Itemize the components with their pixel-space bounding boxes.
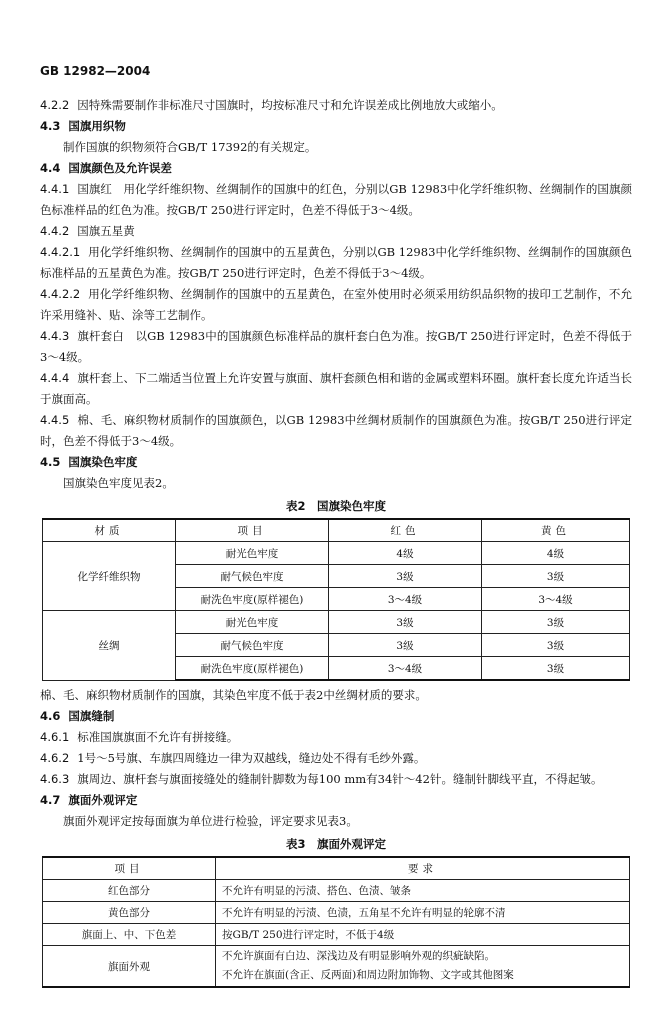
section-heading: 旗面外观评定	[68, 793, 138, 807]
clause-number: 4.4.2	[40, 224, 70, 238]
clause-text: 因特殊需要制作非标准尺寸国旗时，均按标准尺寸和允许误差成比例地放大或缩小。	[77, 98, 503, 112]
clause-4-4-4	[40, 368, 632, 410]
section-4-2-to-4-5	[40, 95, 632, 494]
clause-4-4-5	[40, 410, 632, 452]
table2-header-material: 材质	[43, 519, 176, 542]
clause-text: 旗杆套上、下二端适当位置上允许安置与旗面、旗杆套颜色相和谐的金属或塑料环圈。旗杆套长度允许适当长于旗面高。	[40, 371, 632, 406]
table2-header-red: 红色	[329, 519, 482, 542]
clause-4-6-2	[40, 748, 632, 769]
clause-4-4	[40, 158, 632, 179]
section-heading: 国旗染色牢度	[68, 455, 138, 469]
clause-4-2-2	[40, 95, 632, 116]
section-heading: 国旗缝制	[68, 709, 115, 723]
table2-yellow-cell: 4级	[482, 542, 630, 565]
clause-number: 4.4.2.2	[40, 287, 81, 301]
table-row	[43, 902, 630, 924]
table2-yellow-cell: 3级	[482, 657, 630, 681]
clause-4-7	[40, 790, 632, 811]
clause-text: 用化学纤维织物、丝绸制作的国旗中的五星黄色，分别以GB 12983中化学纤维织物、丝绸制作的国旗颜色标准样品的五星黄色为准。按GB/T 250进行评定时，色差不得低于3～4级。	[40, 245, 632, 280]
clause-number: 4.4.4	[40, 371, 70, 385]
table3-requirement-cell	[216, 946, 630, 988]
clause-text: 国旗染色牢度见表2。	[63, 476, 174, 490]
table-row	[43, 946, 630, 988]
table2-item-cell: 耐光色牢度	[176, 542, 329, 565]
table3-item-cell: 黄色部分	[43, 902, 216, 924]
clause-number: 4.5	[40, 455, 61, 469]
clause-text: 国旗五星黄	[77, 224, 135, 238]
table3-caption: 表3 旗面外观评定	[285, 837, 386, 851]
clause-4-4-2-2	[40, 284, 632, 326]
section-heading: 国旗颜色及允许误差	[68, 161, 172, 175]
table3-header-requirement: 要求	[216, 857, 630, 880]
table2-yellow-cell: 3级	[482, 565, 630, 588]
table2-red-cell: 3级	[329, 611, 482, 634]
table3-requirement-cell: 按GB/T 250进行评定时，不低于4级	[216, 924, 630, 946]
table2-header-row	[43, 519, 630, 542]
table3-item-cell: 红色部分	[43, 880, 216, 902]
clause-number: 4.2.2	[40, 98, 70, 112]
document-body	[40, 95, 632, 988]
table2-caption: 表2 国旗染色牢度	[285, 499, 386, 513]
appearance-table	[42, 856, 630, 988]
section-4-5-to-4-7	[40, 685, 632, 832]
clause-number: 4.6.1	[40, 730, 70, 744]
clause-number: 4.4.1	[40, 182, 70, 196]
table2-yellow-cell: 3级	[482, 611, 630, 634]
clause-text: 旗杆套白 以GB 12983中的国旗颜色标准样品的旗杆套白色为准。按GB/T 250进行评定时，色差不得低于3～4级。	[40, 329, 632, 364]
paragraph	[40, 473, 632, 494]
clause-4-6	[40, 706, 632, 727]
section-heading: 国旗用织物	[68, 119, 126, 133]
clause-number: 4.4.3	[40, 329, 70, 343]
table2-red-cell: 3～4级	[329, 657, 482, 681]
clause-text: 棉、毛、麻织物材质制作的国旗颜色，以GB 12983中丝绸材质制作的国旗颜色为准。按GB/T 250进行评定时，色差不得低于3～4级。	[40, 413, 632, 448]
clause-4-6-3	[40, 769, 632, 790]
table2-yellow-cell: 3～4级	[482, 588, 630, 611]
table2-material-cell: 化学纤维织物	[43, 542, 176, 611]
table-row	[43, 924, 630, 946]
clause-text: 1号～5号旗、车旗四周缝边一律为双越线，缝边处不得有毛纱外露。	[77, 751, 426, 765]
clause-number: 4.6.2	[40, 751, 70, 765]
table-row	[43, 880, 630, 902]
standard-header: GB 12982—2004	[40, 64, 151, 78]
clause-4-4-2-1	[40, 242, 632, 284]
table2-item-cell: 耐光色牢度	[176, 611, 329, 634]
clause-number: 4.4.2.1	[40, 245, 81, 259]
clause-text: 国旗红 用化学纤维织物、丝绸制作的国旗中的红色，分别以GB 12983中化学纤维织物、丝绸制作的国旗颜色标准样品的红色为准。按GB/T 250进行评定时，色差不得低于3～4级。	[40, 182, 632, 217]
clause-number: 4.7	[40, 793, 61, 807]
paragraph	[40, 685, 632, 706]
clause-number: 4.6.3	[40, 772, 70, 786]
clause-number: 4.6	[40, 709, 61, 723]
table2-red-cell: 3级	[329, 565, 482, 588]
table3-item-cell: 旗面外观	[43, 946, 216, 988]
table3-item-cell: 旗面上、中、下色差	[43, 924, 216, 946]
clause-4-3	[40, 116, 632, 137]
clause-number: 4.4.5	[40, 413, 70, 427]
table2-item-cell: 耐洗色牢度(原样褪色)	[176, 657, 329, 681]
requirement-line: 不允许在旗面(含正、反两面)和周边附加饰物、文字或其他图案	[222, 969, 514, 981]
clause-4-4-3	[40, 326, 632, 368]
paragraph	[40, 811, 632, 832]
clause-text: 旗面外观评定按每面旗为单位进行检验，评定要求见表3。	[63, 814, 358, 828]
table2-header-yellow: 黄色	[482, 519, 630, 542]
table3-requirement-cell: 不允许有明显的污渍、色渍，五角星不允许有明显的轮廓不清	[216, 902, 630, 924]
clause-text: 标准国旗旗面不允许有拼接缝。	[77, 730, 239, 744]
table2-red-cell: 3级	[329, 634, 482, 657]
clause-4-6-1	[40, 727, 632, 748]
clause-text: 旗周边、旗杆套与旗面接缝处的缝制针脚数为每100 mm有34针～42针。缝制针脚线平直，不得起皱。	[77, 772, 603, 786]
table2-header-item: 项目	[176, 519, 329, 542]
clause-text: 棉、毛、麻织物材质制作的国旗，其染色牢度不低于表2中丝绸材质的要求。	[40, 688, 427, 702]
table2-red-cell: 3～4级	[329, 588, 482, 611]
clause-number: 4.3	[40, 119, 61, 133]
clause-number: 4.4	[40, 161, 61, 175]
table2-item-cell: 耐洗色牢度(原样褪色)	[176, 588, 329, 611]
table2-material-cell: 丝绸	[43, 611, 176, 681]
clause-4-4-1	[40, 179, 632, 221]
table3-header-item: 项目	[43, 857, 216, 880]
table3-header-row	[43, 857, 630, 880]
table2-item-cell: 耐气候色牢度	[176, 565, 329, 588]
table2-item-cell: 耐气候色牢度	[176, 634, 329, 657]
clause-4-5	[40, 452, 632, 473]
clause-text: 制作国旗的织物须符合GB/T 17392的有关规定。	[63, 140, 317, 154]
table2-yellow-cell: 3级	[482, 634, 630, 657]
table-row	[43, 542, 630, 565]
table2-red-cell: 4级	[329, 542, 482, 565]
table-row	[43, 611, 630, 634]
table3-requirement-cell: 不允许有明显的污渍、搭色、色渍、皱条	[216, 880, 630, 902]
requirement-line: 不允许旗面有白边、深浅边及有明显影响外观的织疵缺陷。	[222, 950, 495, 962]
dye-fastness-table	[42, 518, 630, 681]
clause-text: 用化学纤维织物、丝绸制作的国旗中的五星黄色，在室外使用时必须采用纺织品织物的拔印工艺制作，不允许采用缝补、贴、涂等工艺制作。	[40, 287, 632, 322]
paragraph	[40, 137, 632, 158]
clause-4-4-2	[40, 221, 632, 242]
